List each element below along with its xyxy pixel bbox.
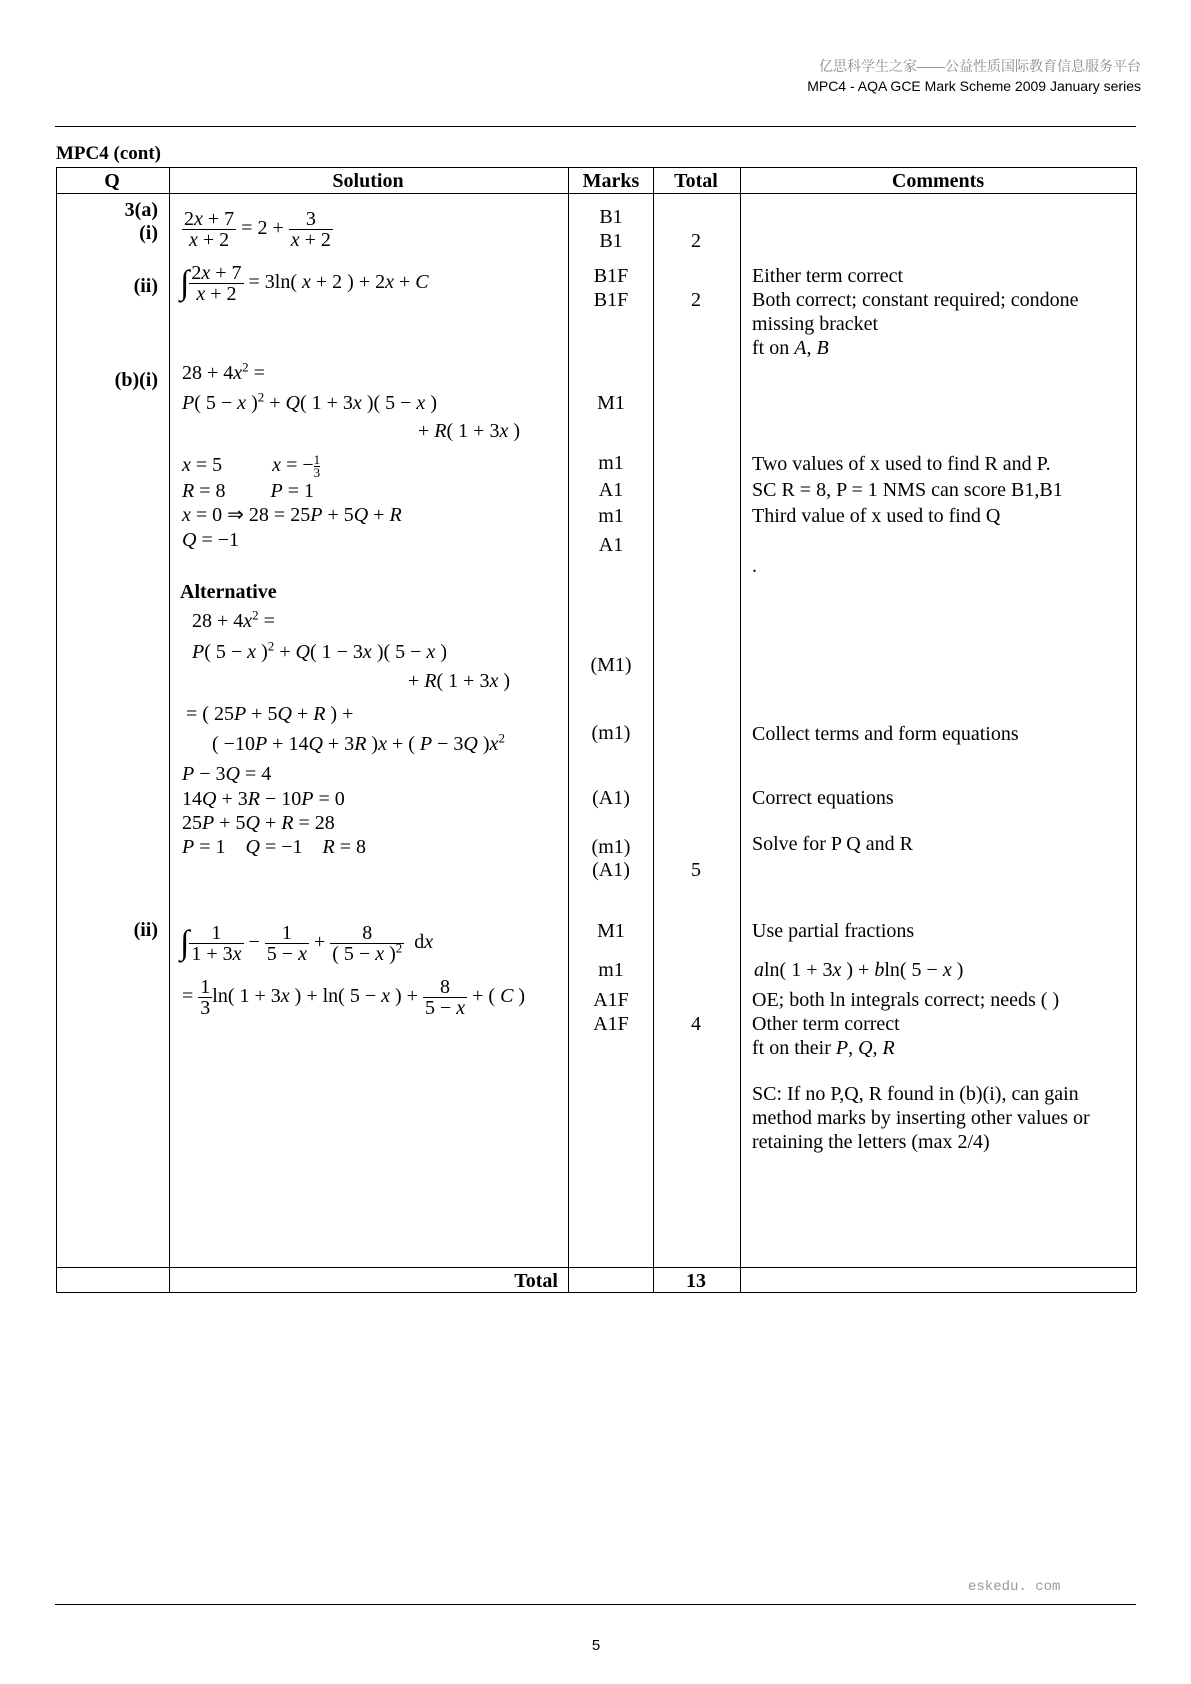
comment: Two values of x used to find R and P. [752,453,1051,475]
solution-line: P( 5 − x )$^2$ + Q( 1 − 3x )( 5 − x ) [192,638,447,663]
comment: ft on A, B [752,337,829,359]
part-total: 5 [691,859,701,881]
mark-code: A1 [598,479,624,501]
comment: Both correct; constant required; condone [752,289,1079,311]
comment: . [752,555,757,577]
solution-line: $28 + 4x^2$ = [182,359,265,384]
solution-line: = ( 25P + 5Q + R ) + [186,703,354,725]
header-rule [55,126,1136,127]
mark-code: (A1) [592,859,630,881]
watermark: eskedu. com [968,1579,1061,1595]
question-label: 3(a) [124,199,158,221]
page-number: 5 [591,1637,601,1654]
mark-code: m1 [598,505,624,527]
solution-line: ∫ $\frac{2x + 7}{x + 2}$ = 3ln( x + 2 ) + 2x + C [180,262,429,305]
mark-code: (m1) [591,722,631,744]
comment: Third value of x used to find Q [752,505,1001,527]
solution-line: + R( 1 + 3x ) [408,670,511,692]
mark-code: B1F [593,265,629,287]
mark-code: m1 [598,452,624,474]
mark-code: A1 [598,534,624,556]
mark-code: (A1) [592,787,630,809]
comment: ft on their P, Q, R [752,1037,895,1059]
comment: OE; both ln integrals correct; needs ( ) [752,989,1060,1011]
mark-code: A1F [593,1013,629,1035]
comment: aln( 1 + 3x ) + bln( 5 − x ) [754,959,964,981]
comment: Other term correct [752,1013,900,1035]
comment: method marks by inserting other values or [752,1107,1090,1129]
question-label: (i) [139,222,158,244]
question-label: (ii) [133,919,158,941]
mark-code: B1 [599,206,623,228]
column-header-total: Total [674,170,718,192]
solution-line: Q = −1 [182,529,240,551]
comment: Use partial fractions [752,920,915,942]
column-header-solution: Solution [332,170,404,192]
solution-line: 25P + 5Q + R = 28 [182,812,335,834]
mark-code: M1 [597,392,625,414]
question-label: (b)(i) [114,369,158,391]
column-header-comments: Comments [891,170,985,192]
comment: retaining the letters (max 2/4) [752,1131,990,1153]
part-total: 2 [691,289,701,311]
total-label: Total [514,1270,558,1292]
solution-line: + R( 1 + 3x ) [418,420,521,442]
column-header-q: Q [104,170,120,192]
mark-code: m1 [598,959,624,981]
grand-total: 13 [686,1270,706,1292]
question-label: (ii) [133,275,158,297]
column-header-marks: Marks [582,170,640,192]
mark-code: B1F [593,289,629,311]
solution-line: P( 5 − x )$^2$ + Q( 1 + 3x )( 5 − x ) [182,389,437,414]
mark-code: (M1) [590,654,632,676]
comment: Solve for P Q and R [752,833,913,855]
solution-line: P = 1 Q = −1 R = 8 [182,836,367,858]
section-title: MPC4 (cont) [56,143,161,164]
solution-line: $28 + 4x^2$ = [192,607,275,632]
solution-line: $\frac{2x + 7}{x + 2}$ = 2 + $\frac{3}{x + 2}$ [184,208,331,251]
solution-line: ( −10P + 14Q + 3R )x + ( P − 3Q )$x^2$ [212,730,505,755]
solution-line: x = 5 x = − $\frac{1}{3}$ [182,452,321,480]
solution-line: 14Q + 3R − 10P = 0 [182,788,345,810]
mark-code: (m1) [591,836,631,858]
comment: SC R = 8, P = 1 NMS can score B1,B1 [752,479,1063,501]
part-total: 2 [691,230,701,252]
mark-code: A1F [593,989,629,1011]
footer-rule [55,1604,1136,1605]
alternative-label: Alternative [180,581,277,603]
solution-line: x = 0 ⇒ 28 = 25P + 5Q + R [182,504,402,526]
comment: Correct equations [752,787,894,809]
solution-line: R = 8 P = 1 [182,480,314,502]
mark-scheme-table [56,167,1136,1292]
comment: SC: If no P,Q, R found in (b)(i), can gain [752,1083,1079,1105]
part-total: 4 [691,1013,701,1035]
solution-line: = $\frac{1}{3}$ ln( 1 + 3x ) + ln( 5 − x ) + $\frac{8}{5 - x}$ + ( C ) [182,976,526,1019]
comment: Collect terms and form equations [752,723,1019,745]
mark-code: B1 [599,230,623,252]
comment: Either term correct [752,265,904,287]
header-document-title: MPC4 - AQA GCE Mark Scheme 2009 January series [807,78,1141,94]
mark-code: M1 [597,920,625,942]
header-site-name: 亿思科学生之家——公益性质国际教育信息服务平台 [819,58,1141,74]
comment: missing bracket [752,313,879,335]
solution-line: ∫ $\frac{1}{1 + 3x}$ − $\frac{1}{5 - x}$ + $\frac{8}{( 5 - x )^2}$ dx [180,922,434,965]
solution-line: P − 3Q = 4 [182,763,272,785]
